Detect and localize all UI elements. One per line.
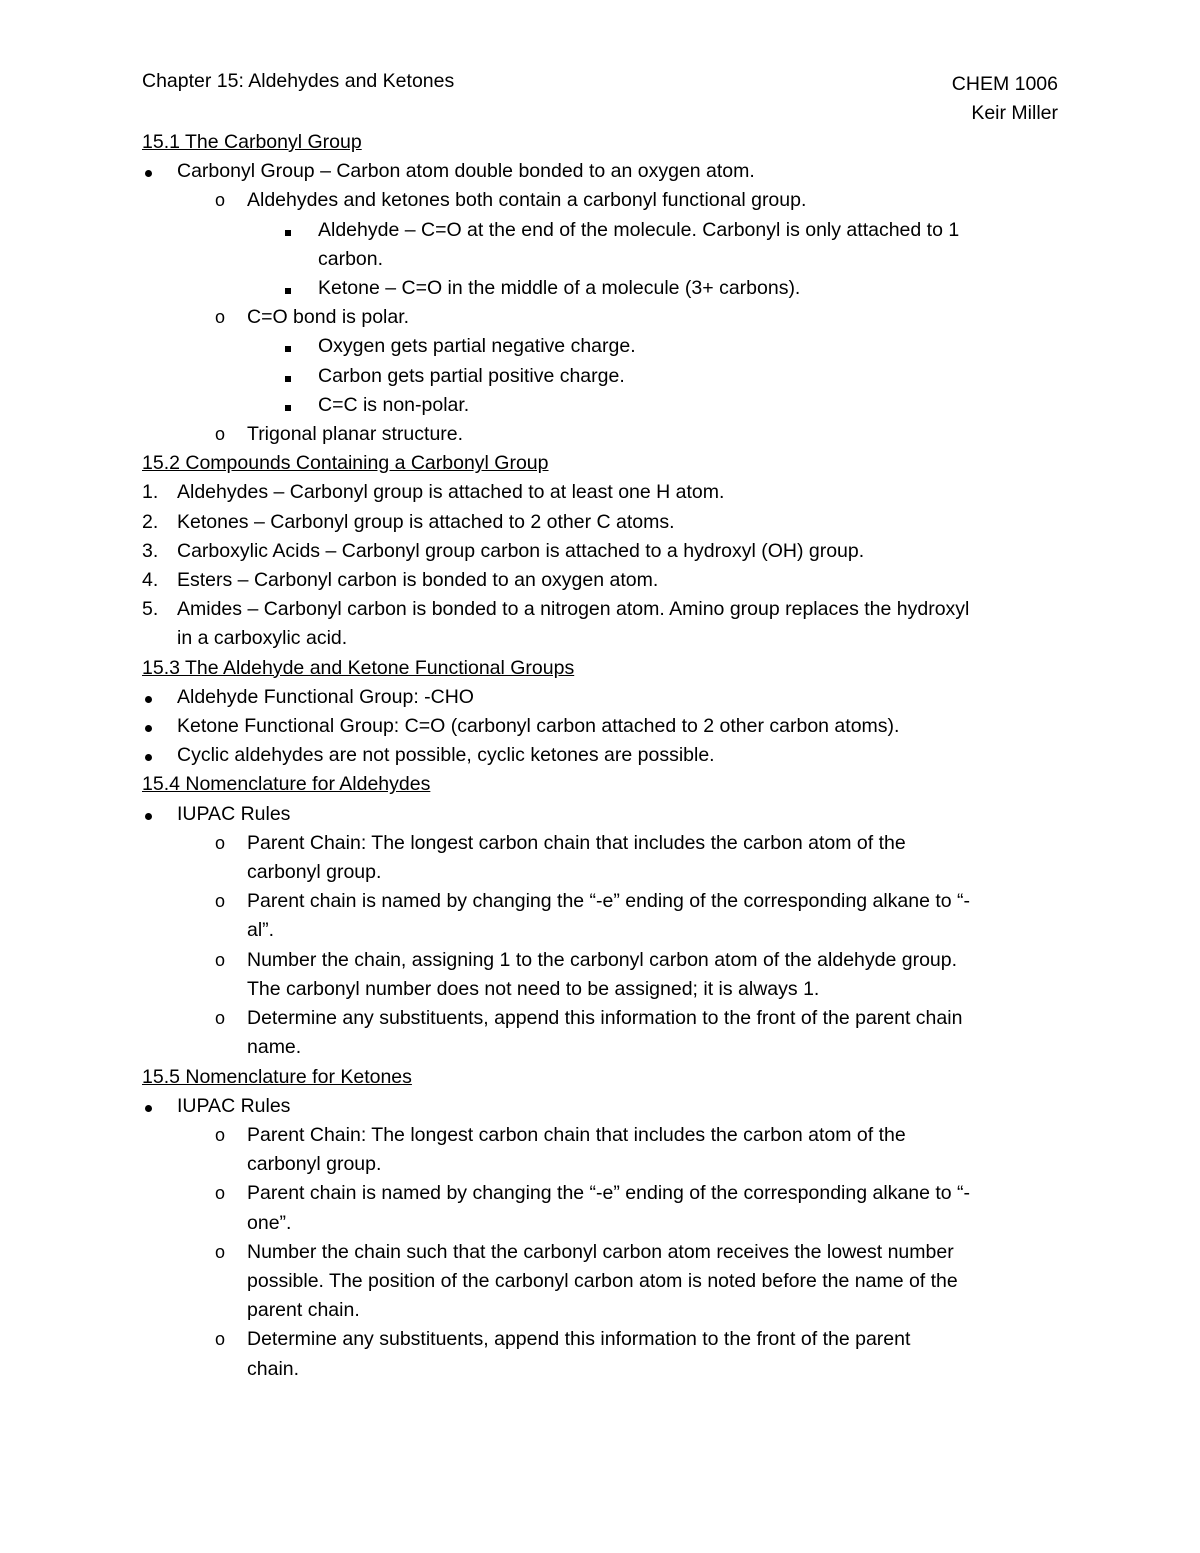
list-item: IUPAC Rules (142, 1092, 1058, 1121)
bullet-icon (142, 683, 152, 712)
circle-bullet-icon: o (215, 1183, 226, 1204)
course-code: CHEM 1006 (951, 73, 1058, 95)
list-item: Carbon gets partial positive charge. (142, 362, 1058, 391)
square-bullet-icon (283, 274, 291, 303)
square-bullet-icon (283, 332, 291, 361)
section-heading-15-3: 15.3 The Aldehyde and Ketone Functional Groups (142, 656, 575, 679)
bullet-icon (142, 800, 152, 829)
list-item: o Trigonal planar structure. (142, 420, 1058, 449)
section-heading-15-1: 15.1 The Carbonyl Group (142, 131, 362, 153)
list-item-continuation: carbonyl group. (247, 1153, 382, 1176)
circle-bullet-icon: o (215, 424, 226, 445)
square-bullet-icon (283, 362, 291, 391)
list-item-continuation: in a carboxylic acid. (177, 627, 348, 650)
circle-bullet-icon: o (215, 1329, 226, 1350)
circle-bullet-icon: o (215, 1241, 226, 1262)
list-item: Aldehyde – C=O at the end of the molecule. Carbonyl is only attached to 1 (142, 216, 1058, 245)
square-bullet-icon (283, 391, 291, 420)
list-item: Ketone – C=O in the middle of a molecule (3+ carbons). (142, 274, 1058, 303)
list-item: o C=O bond is polar. (142, 303, 1058, 332)
list-item: 3. Carboxylic Acids – Carbonyl group carbon is attached to a hydroxyl (OH) group. (142, 539, 865, 562)
bullet-icon (142, 741, 152, 770)
list-item: o Number the chain, assigning 1 to the carbonyl carbon atom of the aldehyde group. (142, 946, 1058, 975)
list-item: o Aldehydes and ketones both contain a carbonyl functional group. (142, 186, 1058, 215)
circle-bullet-icon: o (215, 1124, 226, 1145)
list-item: o Determine any substituents, append this information to the front of the parent (142, 1325, 1058, 1354)
list-item-continuation: al”. (247, 919, 275, 942)
list-item-continuation: chain. (247, 1357, 300, 1380)
list-item: Carbonyl Group – Carbon atom double bonded to an oxygen atom. (142, 157, 1058, 186)
list-item: o Parent Chain: The longest carbon chain that includes the carbon atom of the (142, 829, 1058, 858)
list-item: o Number the chain such that the carbonyl carbon atom receives the lowest number (142, 1238, 1058, 1267)
list-item: Cyclic aldehydes are not possible, cyclic ketones are possible. (142, 741, 1058, 770)
bullet-icon (142, 157, 152, 186)
bullet-icon (142, 1092, 152, 1121)
list-item-continuation: name. (247, 1036, 302, 1059)
author-name: Keir Miller (971, 102, 1058, 124)
header-right (952, 70, 1058, 128)
circle-bullet-icon: o (215, 891, 226, 912)
list-item-continuation: The carbonyl number does not need to be assigned; it is always 1. (247, 977, 820, 1000)
circle-bullet-icon: o (215, 190, 226, 211)
list-item: Oxygen gets partial negative charge. (142, 332, 1058, 361)
list-item-continuation: one”. (247, 1211, 292, 1234)
chapter-title: Chapter 15: Aldehydes and Ketones (142, 70, 455, 92)
circle-bullet-icon: o (215, 1008, 226, 1029)
list-item-continuation: carbon. (318, 247, 384, 270)
list-item-continuation: parent chain. (247, 1299, 360, 1322)
circle-bullet-icon: o (215, 949, 226, 970)
list-item: Aldehyde Functional Group: -CHO (142, 683, 1058, 712)
section-heading-15-2: 15.2 Compounds Containing a Carbonyl Group (142, 452, 549, 475)
page-header (142, 70, 1058, 128)
section-heading-15-5: 15.5 Nomenclature for Ketones (142, 1065, 412, 1088)
list-item: C=C is non-polar. (142, 391, 1058, 420)
list-item: 2. Ketones – Carbonyl group is attached to 2 other C atoms. (142, 510, 675, 533)
list-item: Ketone Functional Group: C=O (carbonyl carbon attached to 2 other carbon atoms). (142, 712, 1058, 741)
list-item: o Parent chain is named by changing the “-e” ending of the corresponding alkane to “- (142, 887, 1058, 916)
list-item: 4. Esters – Carbonyl carbon is bonded to an oxygen atom. (142, 569, 659, 592)
list-item: 5. Amides – Carbonyl carbon is bonded to a nitrogen atom. Amino group replaces the hydroxyl (142, 598, 970, 621)
bullet-icon (142, 712, 152, 741)
square-bullet-icon (283, 216, 291, 245)
list-item: o Parent Chain: The longest carbon chain that includes the carbon atom of the (142, 1121, 1058, 1150)
list-item: o Parent chain is named by changing the “-e” ending of the corresponding alkane to “- (142, 1179, 1058, 1208)
circle-bullet-icon: o (215, 832, 226, 853)
section-heading-15-4: 15.4 Nomenclature for Aldehydes (142, 773, 431, 796)
circle-bullet-icon: o (215, 307, 226, 328)
list-item: 1. Aldehydes – Carbonyl group is attached to at least one H atom. (142, 481, 725, 504)
list-item-continuation: carbonyl group. (247, 861, 382, 884)
list-item: IUPAC Rules (142, 800, 1058, 829)
list-item: o Determine any substituents, append this information to the front of the parent chain (142, 1004, 1058, 1033)
list-item-continuation: possible. The position of the carbonyl carbon atom is noted before the name of the (247, 1269, 958, 1292)
